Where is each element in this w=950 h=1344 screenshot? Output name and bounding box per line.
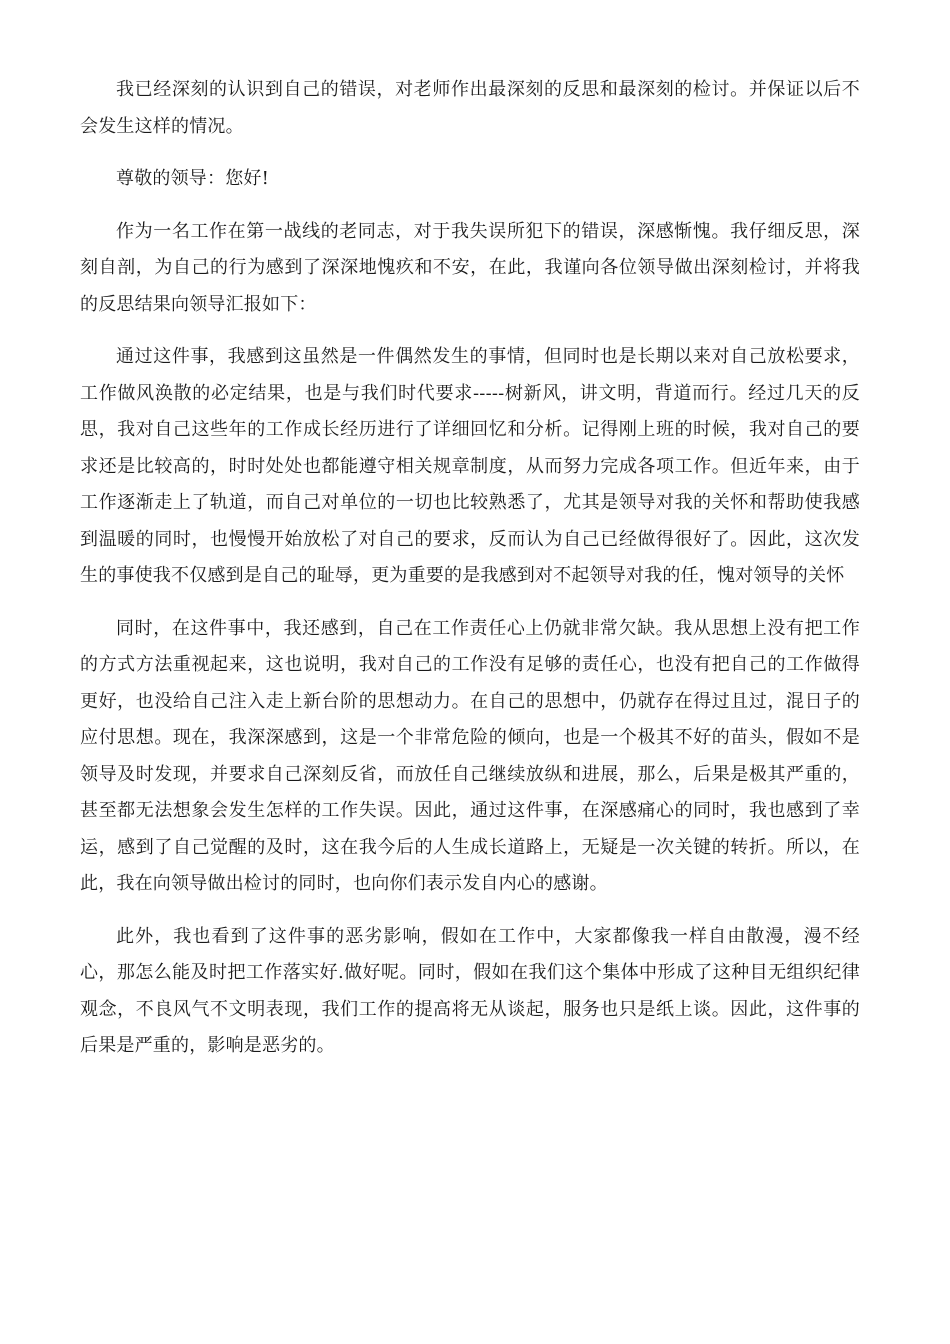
paragraph-commitment: 我已经深刻的认识到自己的错误，对老师作出最深刻的反思和最深刻的检讨。并保证以后不会发生这样的情况。: [80, 79, 860, 137]
paragraph-responsibility: 同时，在这件事中，我还感到，自己在工作责任心上仍就非常欠缺。我从思想上没有把工作的方式方法重视起来，这也说明，我对自己的工作没有足够的责任心，也没有把自己的工作做得更好，也没给自己注入走上新台阶的思想动力。在自己的思想中，仍就存在得过且过，混日子的应付思想。现在，我深深感到，这是一个非常危险的倾向，也是一个极其不好的苗头，假如不是领导及时发现，并要求自己深刻反省，而放任自己继续放纵和进展，那么，后果是极其严重的，甚至都无法想象会发生怎样的工作失误。因此，通过这件事，在深感痛心的同时，我也感到了幸运，感到了自己觉醒的及时，这在我今后的人生成长道路上，无疑是一次关键的转折。所以，在此，我在向领导做出检讨的同时，也向你们表示发自内心的感谢。: [80, 617, 860, 894]
document-body: [80, 72, 860, 1081]
paragraph-consequences: 此外，我也看到了这件事的恶劣影响，假如在工作中，大家都像我一样自由散漫，漫不经心，那怎么能及时把工作落实好.做好呢。同时，假如在我们这个集体中形成了这种目无组织纪律观念，不良风气不文明表现，我们工作的提高将无从谈起，服务也只是纸上谈。因此，这件事的后果是严重的，影响是恶劣的。: [80, 925, 860, 1056]
paragraph-reflection: 通过这件事，我感到这虽然是一件偶然发生的事情，但同时也是长期以来对自己放松要求，工作做风涣散的必定结果，也是与我们时代要求-----树新风，讲文明，背道而行。经过几天的反思，我对自己这些年的工作成长经历进行了详细回忆和分析。记得刚上班的时候，我对自己的要求还是比较高的，时时处处也都能遵守相关规章制度，从而努力完成各项工作。但近年来，由于工作逐渐走上了轨道，而自己对单位的一切也比较熟悉了，尤其是领导对我的关怀和帮助使我感到温暖的同时，也慢慢开始放松了对自己的要求，反而认为自己已经做得很好了。因此，这次发生的事使我不仅感到是自己的耻辱，更为重要的是我感到对不起领导对我的任，愧对领导的关怀: [80, 346, 860, 586]
paragraph-salutation: 尊敬的领导：您好!: [116, 168, 270, 189]
paragraph-introduction: 作为一名工作在第一战线的老同志，对于我失误所犯下的错误，深感惭愧。我仔细反思，深刻自剖，为自己的行为感到了深深地愧疚和不安，在此，我谨向各位领导做出深刻检讨，并将我的反思结果向领导汇报如下：: [80, 220, 860, 315]
